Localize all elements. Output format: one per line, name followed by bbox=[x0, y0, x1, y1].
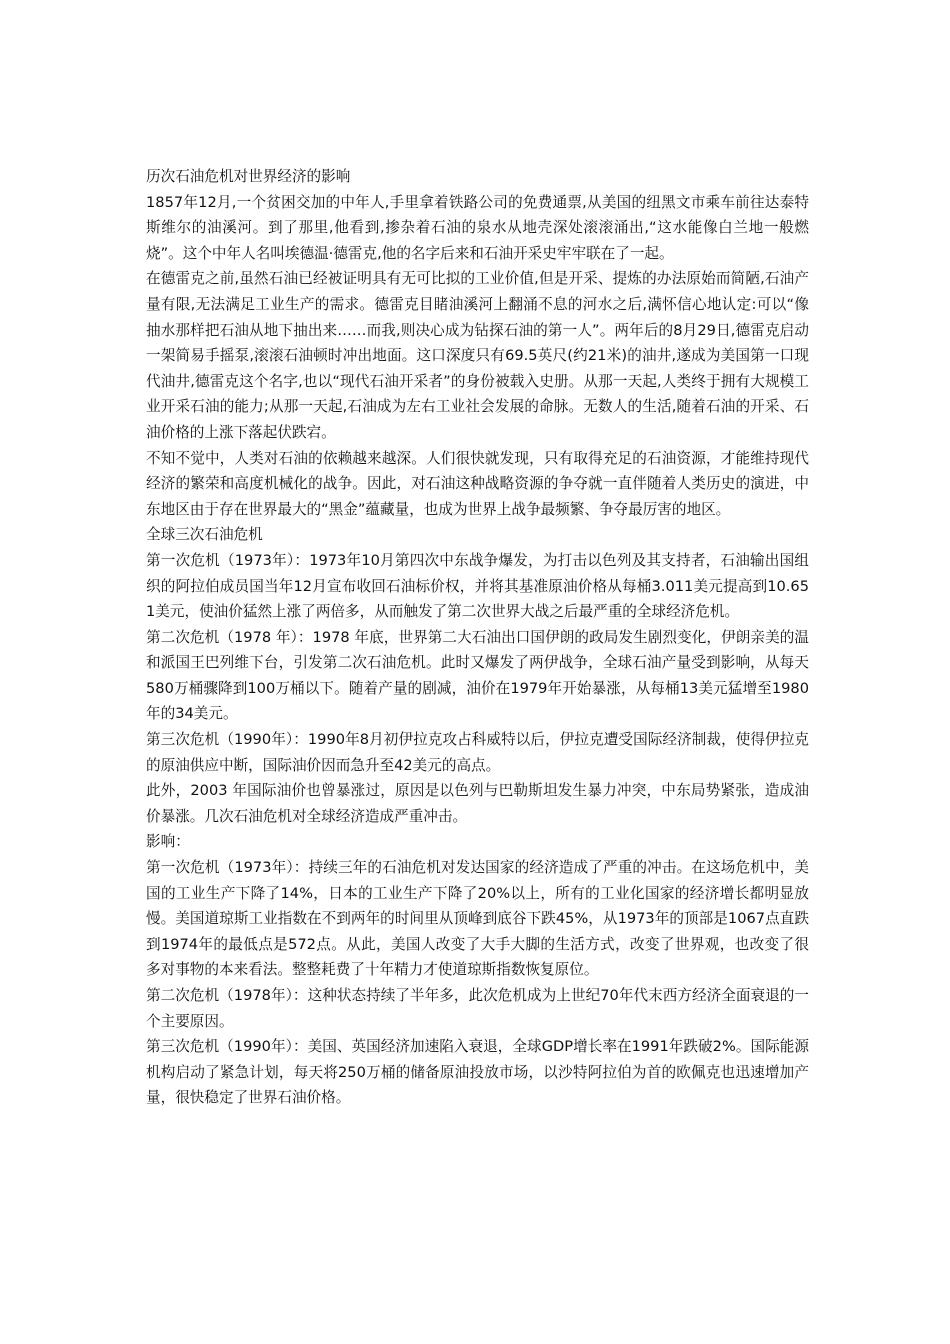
paragraph-third-crisis: 第三次危机（1990年）：1990年8月初伊拉克攻占科威特以后，伊拉克遭受国际经济制裁，使得伊拉克的原油供应中断，国际油价因而急升至42美元的高点。 bbox=[146, 731, 809, 774]
paragraph-oil-dependence: 不知不觉中，人类对石油的依赖越来越深。人们很快就发现，只有取得充足的石油资源，才能维持现代经济的繁荣和高度机械化的战争。因此，对石油这种战略资源的争夺就一直伴随着人类历史的演进，中东地区由于存在世界最大的“黑金”蕴藏量，也成为世界上战争最频繁、争夺最厉害的地区。 bbox=[146, 449, 809, 518]
paragraph-impact-third: 第三次危机（1990年）：美国、英国经济加速陷入衰退，全球GDP增长率在1991年跌破2%。国际能源机构启动了紧急计划，每天将250万桶的储备原油投放市场，以沙特阿拉伯为首的欧佩克也迅速增加产量，很快稳定了世界石油价格。 bbox=[146, 1038, 809, 1107]
section-heading-three-crises: 全球三次石油危机 bbox=[146, 526, 263, 544]
paragraph-2003-surge: 此外，2003 年国际油价也曾暴涨过，原因是以色列与巴勒斯坦发生暴力冲突，中东局势紧张，造成油价暴涨。几次石油危机对全球经济造成严重冲击。 bbox=[146, 782, 809, 825]
document-title: 历次石油危机对世界经济的影响 bbox=[146, 168, 351, 185]
paragraph-first-crisis: 第一次危机（1973年）：1973年10月第四次中东战争爆发，为打击以色列及其支持者，石油输出国组织的阿拉伯成员国当年12月宣布收回石油标价权，并将其基准原油价格从每桶3.011美元提高到10.651美元，使油价猛然上涨了两倍多，从而触发了第二次世界大战之后最严重的全球经济危机。 bbox=[146, 551, 809, 621]
document-body bbox=[146, 164, 809, 1111]
paragraph-impact-second: 第二次危机（1978年）：这种状态持续了半年多，此次危机成为上世纪70年代末西方经济全面衰退的一个主要原因。 bbox=[146, 987, 809, 1030]
section-heading-impact: 影响： bbox=[146, 833, 190, 851]
paragraph-before-drake: 在德雷克之前,虽然石油已经被证明具有无可比拟的工业价值,但是开采、提炼的办法原始而简陋,石油产量有限,无法满足工业生产的需求。德雷克目睹油溪河上翻涌不息的河水之后,满怀信心地认定:可以“像抽水那样把石油从地下抽出来……而我,则决心成为钻探石油的第一人”。两年后的8月29日,德雷克启动一架简易手摇泵,滚滚石油顿时冲出地面。这口深度只有69.5英尺(约21米)的油井,遂成为美国第一口现代油井,德雷克这个名字,也以“现代石油开采者”的身份被载入史册。从那一天起,人类终于拥有大规模工业开采石油的能力;从那一天起,石油成为左右工业社会发展的命脉。无数人的生活,随着石油的开采、石油价格的上涨下落起伏跌宕。 bbox=[146, 270, 809, 441]
paragraph-second-crisis: 第二次危机（1978 年）：1978 年底，世界第二大石油出口国伊朗的政局发生剧烈变化，伊朗亲美的温和派国王巴列维下台，引发第二次石油危机。此时又爆发了两伊战争，全球石油产量受到影响，从每天580万桶骤降到100万桶以下。随着产量的剧减，油价在1979年开始暴涨，从每桶13美元猛增至1980年的34美元。 bbox=[146, 628, 809, 723]
paragraph-drake-1857: 1857年12月,一个贫困交加的中年人,手里拿着铁路公司的免费通票,从美国的纽黑文市乘车前往达泰特斯维尔的油溪河。到了那里,他看到,掺杂着石油的泉水从地壳深处滚滚涌出,“这水能像白兰地一般燃烧”。这个中年人名叫埃德温·德雷克,他的名字后来和石油开采史牢牢联在了一起。 bbox=[146, 193, 809, 262]
paragraph-impact-first: 第一次危机（1973年）：持续三年的石油危机对发达国家的经济造成了严重的冲击。在这场危机中，美国的工业生产下降了14%，日本的工业生产下降了20%以上，所有的工业化国家的经济增长都明显放慢。美国道琼斯工业指数在不到两年的时间里从顶峰到底谷下跌45%，从1973年的顶部是1067点直跌到1974年的最低点是572点。从此，美国人改变了大手大脚的生活方式，改变了世界观，也改变了很多对事物的本来看法。整整耗费了十年精力才使道琼斯指数恢复原位。 bbox=[146, 859, 809, 979]
